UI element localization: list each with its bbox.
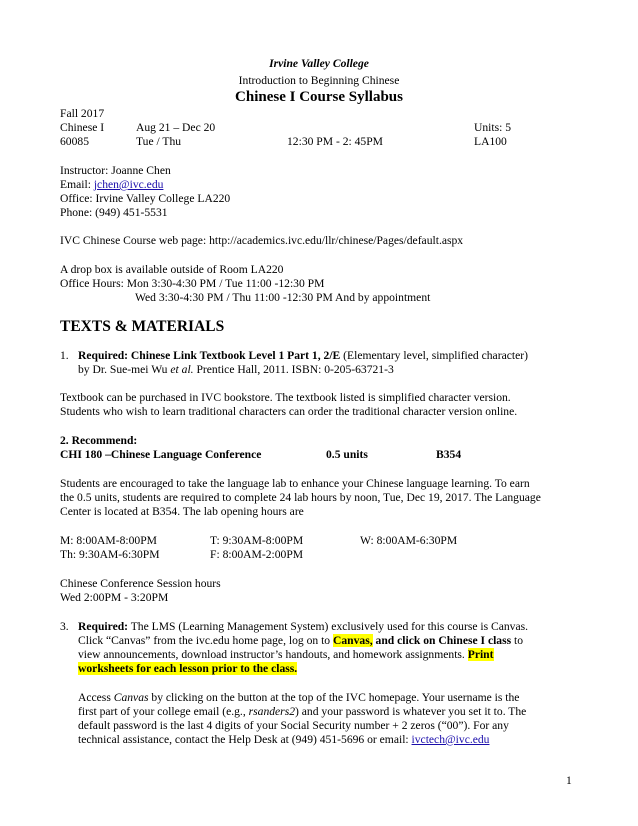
course-dates: Aug 21 – Dec 20 xyxy=(136,121,216,134)
lab-para-3: Center is located at B354. The lab opening hours are xyxy=(60,505,304,518)
item3-l2-end: to xyxy=(511,634,524,647)
item3-line3 xyxy=(78,648,494,662)
lab-para-2: the 0.5 units, students are required to complete 24 lab hours by noon, Tue, Dec 19, 2017. The Language xyxy=(60,491,541,504)
lab-hours-wed: W: 8:00AM-6:30PM xyxy=(360,534,458,547)
item3-number: 3. xyxy=(60,620,69,633)
course-name: Chinese I xyxy=(60,121,105,134)
access-2b: ) and your password is whatever you set it to. The xyxy=(295,705,527,718)
print-highlight: Print xyxy=(467,648,494,661)
instructor-email-line xyxy=(60,178,163,192)
item1-rest: (Elementary level, simplified character) xyxy=(340,349,528,362)
item3-bold: Required: xyxy=(78,620,129,633)
chi180-room: B354 xyxy=(436,448,462,461)
access-1b: by clicking on the button at the top of the IVC homepage. Your username is the xyxy=(148,691,520,704)
item3-rest: The LMS (Learning Management System) exclusively used for this course is Canvas. xyxy=(128,620,529,633)
instructor-office: Office: Irvine Valley College LA220 xyxy=(60,192,231,205)
item3-line4 xyxy=(78,662,297,676)
lab-hours-tue: T: 9:30AM-8:00PM xyxy=(210,534,304,547)
chi180-name: CHI 180 –Chinese Language Conference xyxy=(60,448,262,461)
course-room: LA100 xyxy=(474,135,507,148)
page-title: Chinese I Course Syllabus xyxy=(235,89,403,105)
item1-publisher: Prentice Hall, 2011. ISBN: 0-205-63721-3 xyxy=(193,363,394,376)
item1-etal: et al. xyxy=(170,363,194,376)
item1-number: 1. xyxy=(60,349,69,362)
access-line4 xyxy=(78,733,489,747)
item3-l3-text: view announcements, download instructor’s handouts, and homework assignments. xyxy=(78,648,468,661)
term: Fall 2017 xyxy=(60,107,105,120)
item2-heading: 2. Recommend: xyxy=(60,434,138,447)
canvas-highlight: Canvas, xyxy=(333,634,373,647)
email-label: Email: xyxy=(60,178,91,191)
item3-l2-text: Click “Canvas” from the ivc.edu home page, log on to xyxy=(78,634,333,647)
instructor-email-link[interactable]: jchen@ivc.edu xyxy=(93,178,164,191)
access-line3: default password is the last 4 digits of your Social Security number + 2 zeros (“00”). For any xyxy=(78,719,509,732)
item3-line2 xyxy=(78,634,523,648)
lab-hours-mon: M: 8:00AM-8:00PM xyxy=(60,534,157,547)
helpdesk-email-link[interactable]: ivctech@ivc.edu xyxy=(411,733,490,746)
college-name: Irvine Valley College xyxy=(269,57,369,70)
worksheets-highlight: worksheets for each lesson prior to the class. xyxy=(78,662,298,675)
access-line2 xyxy=(78,705,526,719)
drop-box-note: A drop box is available outside of Room LA220 xyxy=(60,263,284,276)
chinese-class-bold: and click on Chinese I class xyxy=(372,634,512,647)
instructor-phone: Phone: (949) 451-5531 xyxy=(60,206,168,219)
item3-line1 xyxy=(78,620,528,634)
session-time: Wed 2:00PM - 3:20PM xyxy=(60,591,169,604)
instructor-name: Instructor: Joanne Chen xyxy=(60,164,171,177)
bookstore-note-1: Textbook can be purchased in IVC bookstore. The textbook listed is simplified character version. xyxy=(60,391,511,404)
item1-line2 xyxy=(78,363,394,377)
bookstore-note-2: Students who wish to learn traditional characters can order the traditional character version online. xyxy=(60,405,518,418)
access-username-example: rsanders2 xyxy=(248,705,296,718)
access-1a: Access xyxy=(78,691,114,704)
access-2a: first part of your college email (e.g., xyxy=(78,705,249,718)
course-units: Units: 5 xyxy=(474,121,512,134)
session-heading: Chinese Conference Session hours xyxy=(60,577,221,590)
access-canvas: Canvas xyxy=(113,691,149,704)
lab-hours-fri: F: 8:00AM-2:00PM xyxy=(210,548,304,561)
chi180-units: 0.5 units xyxy=(326,448,368,461)
texts-heading: TEXTS & MATERIALS xyxy=(60,318,225,335)
item1-line1 xyxy=(78,349,528,363)
office-hours-line2: Wed 3:30-4:30 PM / Thu 11:00 -12:30 PM And by appointment xyxy=(135,291,431,304)
course-web-page: IVC Chinese Course web page: http://academics.ivc.edu/llr/chinese/Pages/default.aspx xyxy=(60,234,464,247)
course-code: 60085 xyxy=(60,135,89,148)
page-number: 1 xyxy=(566,774,572,787)
access-4a: technical assistance, contact the Help Desk at (949) 451-5696 or email: xyxy=(78,733,412,746)
item1-author: by Dr. Sue-mei Wu xyxy=(78,363,171,376)
course-intro: Introduction to Beginning Chinese xyxy=(238,74,400,87)
item1-bold: Required: Chinese Link Textbook Level 1 Part 1, 2/E xyxy=(78,349,341,362)
course-time: 12:30 PM - 2: 45PM xyxy=(287,135,383,148)
lab-para-1: Students are encouraged to take the language lab to enhance your Chinese language learning. To earn xyxy=(60,477,530,490)
office-hours-line1: Office Hours: Mon 3:30-4:30 PM / Tue 11:00 -12:30 PM xyxy=(60,277,325,290)
course-days: Tue / Thu xyxy=(136,135,182,148)
access-line1 xyxy=(78,691,519,705)
lab-hours-thu: Th: 9:30AM-6:30PM xyxy=(60,548,160,561)
